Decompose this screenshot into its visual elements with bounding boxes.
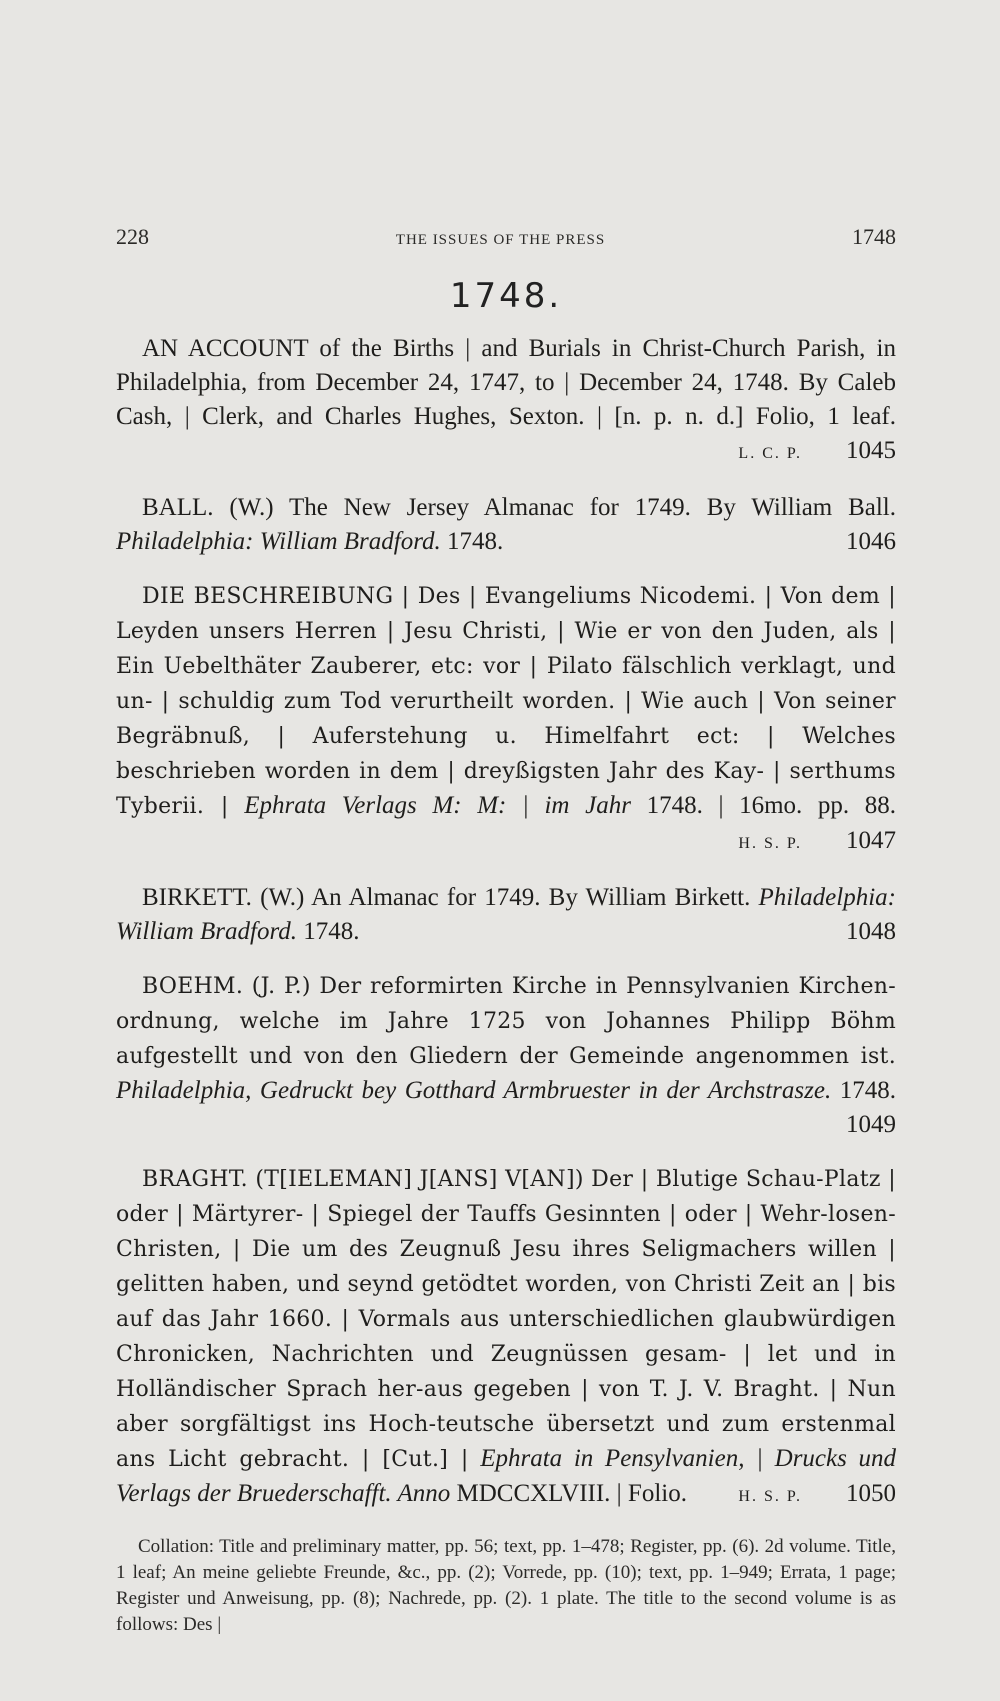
entry-number: 1047 <box>846 827 896 854</box>
entry-imprint-date: 1748. | 16mo. pp. 88. <box>646 792 897 819</box>
entry-imprint-date: 1748. <box>447 528 504 555</box>
bibliography-entry <box>116 579 896 861</box>
entry-imprint-date: 1748. <box>303 918 360 945</box>
entry-imprint: Philadelphia: William Bradford. <box>116 528 441 555</box>
entry-number: 1046 <box>846 528 896 555</box>
page-number: 228 <box>116 224 149 249</box>
book-page <box>116 224 896 1638</box>
running-title: THE ISSUES OF THE PRESS <box>395 232 606 248</box>
entry-text: BIRKETT. (W.) An Almanac for 1749. By William Birkett. <box>142 884 751 911</box>
year-heading: 1748. <box>449 276 563 316</box>
entry-number: 1050 <box>846 1480 896 1507</box>
entry-imprint-date: 1748. <box>839 1077 897 1104</box>
entry-imprint: Philadelphia: William Bradford. <box>116 884 896 945</box>
entry-location: H. S. P. <box>738 835 802 852</box>
entry-text: AN ACCOUNT of the Births | and Burials in Christ-Church Parish, in Philadelphia, from December 24, 1747, to | December 24, 1748. By Caleb Cash, | Clerk, and Charles Hughes, Sexton. | [n. p. n. d.] Folio, 1 leaf. <box>116 335 896 430</box>
page-header <box>116 224 896 250</box>
entry-location: L. C. P. <box>738 445 802 462</box>
bibliography-entry <box>116 1162 896 1514</box>
entry-imprint: Philadelphia, Gedruckt bey Gotthard Armbruester in der Archstrasze. <box>116 1077 832 1104</box>
entry-text: BOEHM. (J. P.) Der reformirten Kirche in Pennsylvanien Kirchen-ordnung, welche im Jahre 1725 von Johannes Philipp Böhm aufgestellt und von den Gliedern der Gemeinde angenommen ist. <box>116 974 896 1069</box>
entry-text: DIE BESCHREIBUNG | Des | Evangeliums Nicodemi. | Von dem | Leyden unsers Herren | Jesu Christi, | Wie er von den Juden, als | Ein Uebelthäter Zauberer, etc: vor | Pilato fälschlich verklagt, und un- | schuldig zum Tod verurtheilt worden. | Wie auch | Von seiner Begräbnuß, | Auferstehung u. Himelfahrt ect: | Welches beschrieben worden in dem | dreyßigsten Jahr des Kay- | serthums Tyberii. | <box>116 584 896 819</box>
entry-text: BRAGHT. (T[IELEMAN] J[ANS] V[AN]) Der | Blutige Schau-Platz | oder | Märtyrer- | Spiegel der Tauffs Gesinnten | oder | Wehr-losen-Christen, | Die um des Zeugnuß Jesu ihres Seligmachers willen | gelitten haben, und seynd getödtet worden, von Christi Zeit an | bis auf das Jahr 1660. | Vormals aus unterschiedlichen glaubwürdigen Chronicken, Nachrichten und Zeugnüssen gesam- | let und in Holländischer Sprach her-aus gegeben | von T. J. V. Braght. | Nun aber sorgfältigst ins Hoch-teutsche übersetzt und zum erstenmal ans Licht gebracht. | [Cut.] | <box>116 1167 896 1472</box>
collation-note: Collation: Title and preliminary matter, pp. 56; text, pp. 1–478; Register, pp. (6). 2d volume. Title, 1 leaf; An meine geliebte Freunde, &c., pp. (2); Vorrede, pp. (10); text, pp. 1–949; Errata, 1 page; Register und Anweisung, pp. (8); Nachrede, pp. (2). 1 plate. The title to the second volume is as follows: Des | <box>116 1536 896 1635</box>
header-year: 1748 <box>852 224 896 249</box>
entry-number: 1049 <box>846 1111 896 1138</box>
bibliography-entry <box>116 332 896 471</box>
entry-number: 1045 <box>846 437 896 464</box>
bibliography-entry <box>116 969 896 1142</box>
entry-text: BALL. (W.) The New Jersey Almanac for 1749. By William Ball. <box>142 494 896 521</box>
entry-imprint-date: MDCCXLVIII. | Folio. <box>456 1480 687 1507</box>
entry-location: H. S. P. <box>738 1488 802 1505</box>
bibliography-entry <box>116 491 896 559</box>
bibliography-entry <box>116 881 896 949</box>
entry-number: 1048 <box>846 918 896 945</box>
entry-imprint: Ephrata Verlags M: M: | im Jahr <box>244 792 631 819</box>
entry-imprint: Ephrata in Pensylvanien, | Drucks und Verlags der Bruederschafft. Anno <box>116 1445 897 1507</box>
